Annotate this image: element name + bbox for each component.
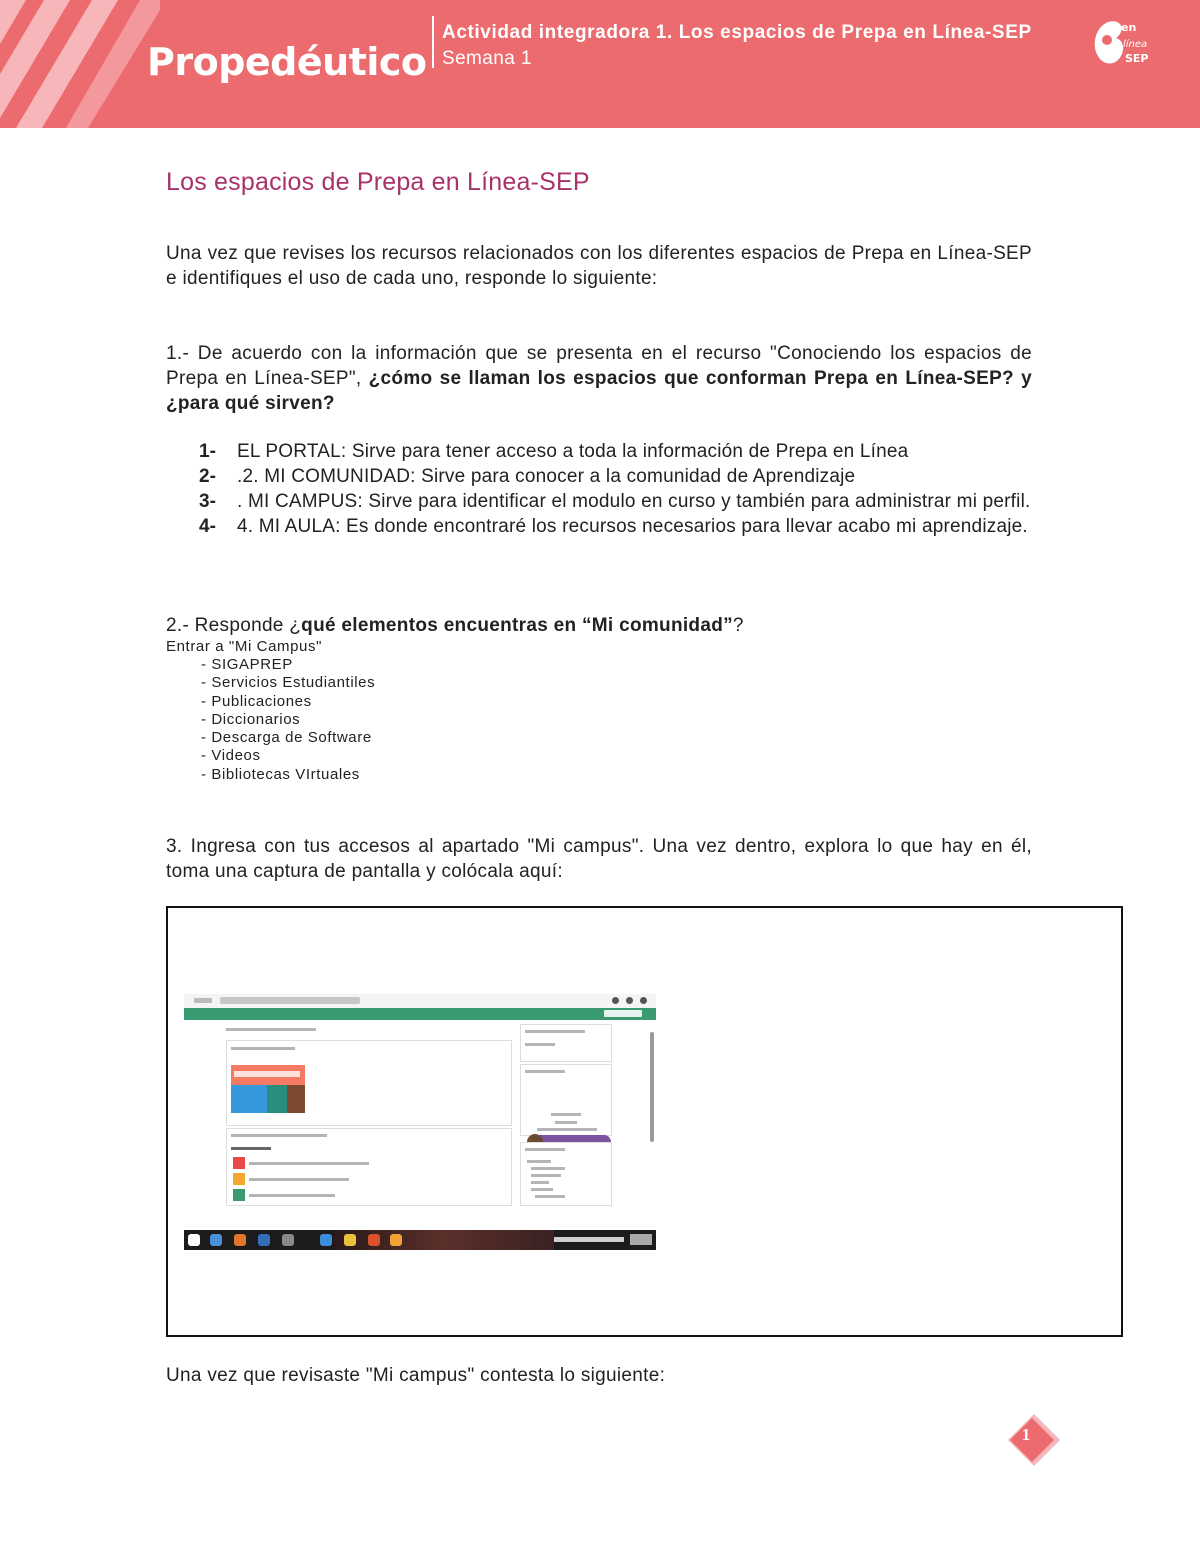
answer-item [166,489,1032,514]
campus-breadcrumb [226,1028,316,1031]
taskbar-app-icon [210,1234,222,1246]
card-heading [525,1030,585,1033]
taskbar-app-icon [320,1234,332,1246]
profile-text [555,1121,577,1124]
card-subheading [231,1147,271,1150]
browser-menu-icon [640,997,647,1004]
question-2-lead: 2.- Responde ¿ [166,615,302,636]
module-tile [231,1085,267,1113]
svg-text:SEP: SEP [1125,52,1149,65]
nav-item [527,1160,551,1163]
answer-item [166,464,1032,489]
list-item: - SIGAPREP [201,656,293,673]
card-heading [525,1070,565,1073]
answer-text: 4. MI AULA: Es donde encontraré los recursos necesarios para llevar acabo mi aprendizaje. [237,516,1028,537]
nav-item [531,1181,549,1184]
campus-main-column [222,1024,512,1204]
taskbar-clock [630,1234,652,1245]
list-item: - Descarga de Software [201,729,372,747]
current-module-card [226,1040,512,1126]
resource-link [249,1194,335,1197]
answer-2-list [201,656,375,784]
windows-taskbar [184,1230,656,1250]
question-1-lead: 1.- De acuerdo con la información que se presenta en el recurso "Conociendo los espacios de Prepa en Línea-SEP", [166,343,1032,389]
closing-line: Una vez que revisaste "Mi campus" contesta lo siguiente: [166,1365,666,1386]
browser-star-icon [612,997,619,1004]
system-tray [554,1237,624,1242]
mi-campus-screenshot [184,994,656,1250]
scrollbar [650,1032,654,1142]
module-banner-label [234,1071,300,1077]
profile-text [537,1128,597,1131]
answer-number: 2- [199,466,216,487]
answer-2-title: Entrar a "Mi Campus" [166,638,323,655]
svg-text:línea: línea [1123,39,1148,50]
sidebar-card-navigation [520,1142,612,1206]
question-3: 3. Ingresa con tus accesos al apartado "Mi campus". Una vez dentro, explora lo que hay en él, toma una captura de pantalla y colócala aquí: [166,836,1032,882]
question-2 [166,613,1032,638]
taskbar-app-icon [234,1234,246,1246]
taskbar-app-icon [258,1234,270,1246]
taskbar-app-icon [390,1234,402,1246]
sidebar-card-profile [520,1064,612,1136]
browser-address-bar [220,997,360,1004]
module-tile [287,1085,305,1113]
list-item: - Bibliotecas VIrtuales [201,765,360,783]
start-icon [188,1234,200,1246]
module-tile [267,1085,287,1113]
taskbar-app-icon [282,1234,294,1246]
nav-item [535,1195,565,1198]
question-1-answers [166,439,1032,539]
question-1 [166,341,1032,416]
browser-tab-bar [184,994,656,1009]
answer-item [166,439,1032,464]
card-heading [525,1148,565,1151]
question-2-tail: ? [732,615,744,636]
sidebar-card-calendar [520,1024,612,1062]
resource-icon [233,1173,245,1185]
campus-top-bar [184,1008,656,1020]
answer-item [166,514,1032,539]
card-heading [231,1134,327,1137]
answer-text: EL PORTAL: Sirve para tener acceso a toda la información de Prepa en Línea [237,441,909,462]
resource-link [249,1178,349,1181]
answer-number: 3- [199,491,216,512]
week-label: Semana 1 [442,48,532,69]
taskbar-background-image [334,1230,554,1250]
header-divider [432,16,434,68]
svg-text:en: en [1121,21,1137,34]
nav-item [531,1188,553,1191]
header-stripes-decoration [0,0,160,128]
activity-title: Actividad integradora 1. Los espacios de Prepa en Línea-SEP [442,22,1032,43]
nav-item [531,1167,565,1170]
answer-number: 4- [199,516,216,537]
resource-icon [233,1157,245,1169]
screenshot-frame [166,906,1123,1337]
question-1-bold: ¿cómo se llaman los espacios que conforman Prepa en Línea-SEP? y ¿para qué sirven? [166,368,1032,414]
answer-number: 1- [199,441,216,462]
profile-text [551,1113,581,1116]
list-item: - Servicios Estudiantiles [201,674,376,692]
module-banner-image [231,1065,305,1113]
document-header [0,0,1200,128]
campus-user-menu [604,1010,642,1017]
list-item: - Videos [201,747,261,765]
module-spaces-card [226,1128,512,1206]
browser-nav-buttons [194,998,212,1003]
card-text [525,1043,555,1046]
resource-link [249,1162,369,1165]
card-heading [231,1047,295,1050]
resource-icon [233,1189,245,1201]
page-number: 1 [1021,1425,1031,1444]
prepa-en-linea-logo-icon [1090,14,1154,72]
browser-extension-icon [626,997,633,1004]
taskbar-app-icon [368,1234,380,1246]
question-2-bold: qué elementos encuentras en “Mi comunidad” [301,615,733,636]
intro-paragraph: Una vez que revises los recursos relacionados con los diferentes espacios de Prepa en Línea-SEP e identifiques el uso de cada uno, responde lo siguiente: [166,243,1032,289]
list-item: - Publicaciones [201,692,312,710]
answer-text: . MI CAMPUS: Sirve para identificar el modulo en curso y también para administrar mi perfil. [237,491,1031,512]
list-item: - Diccionarios [201,710,301,728]
propedeutico-logo-text: Propedéutico [147,40,427,84]
section-title: Los espacios de Prepa en Línea-SEP [166,168,590,196]
answer-text: .2. MI COMUNIDAD: Sirve para conocer a la comunidad de Aprendizaje [237,466,856,487]
nav-item [531,1174,561,1177]
campus-sidebar [520,1024,612,1204]
taskbar-app-icon [344,1234,356,1246]
